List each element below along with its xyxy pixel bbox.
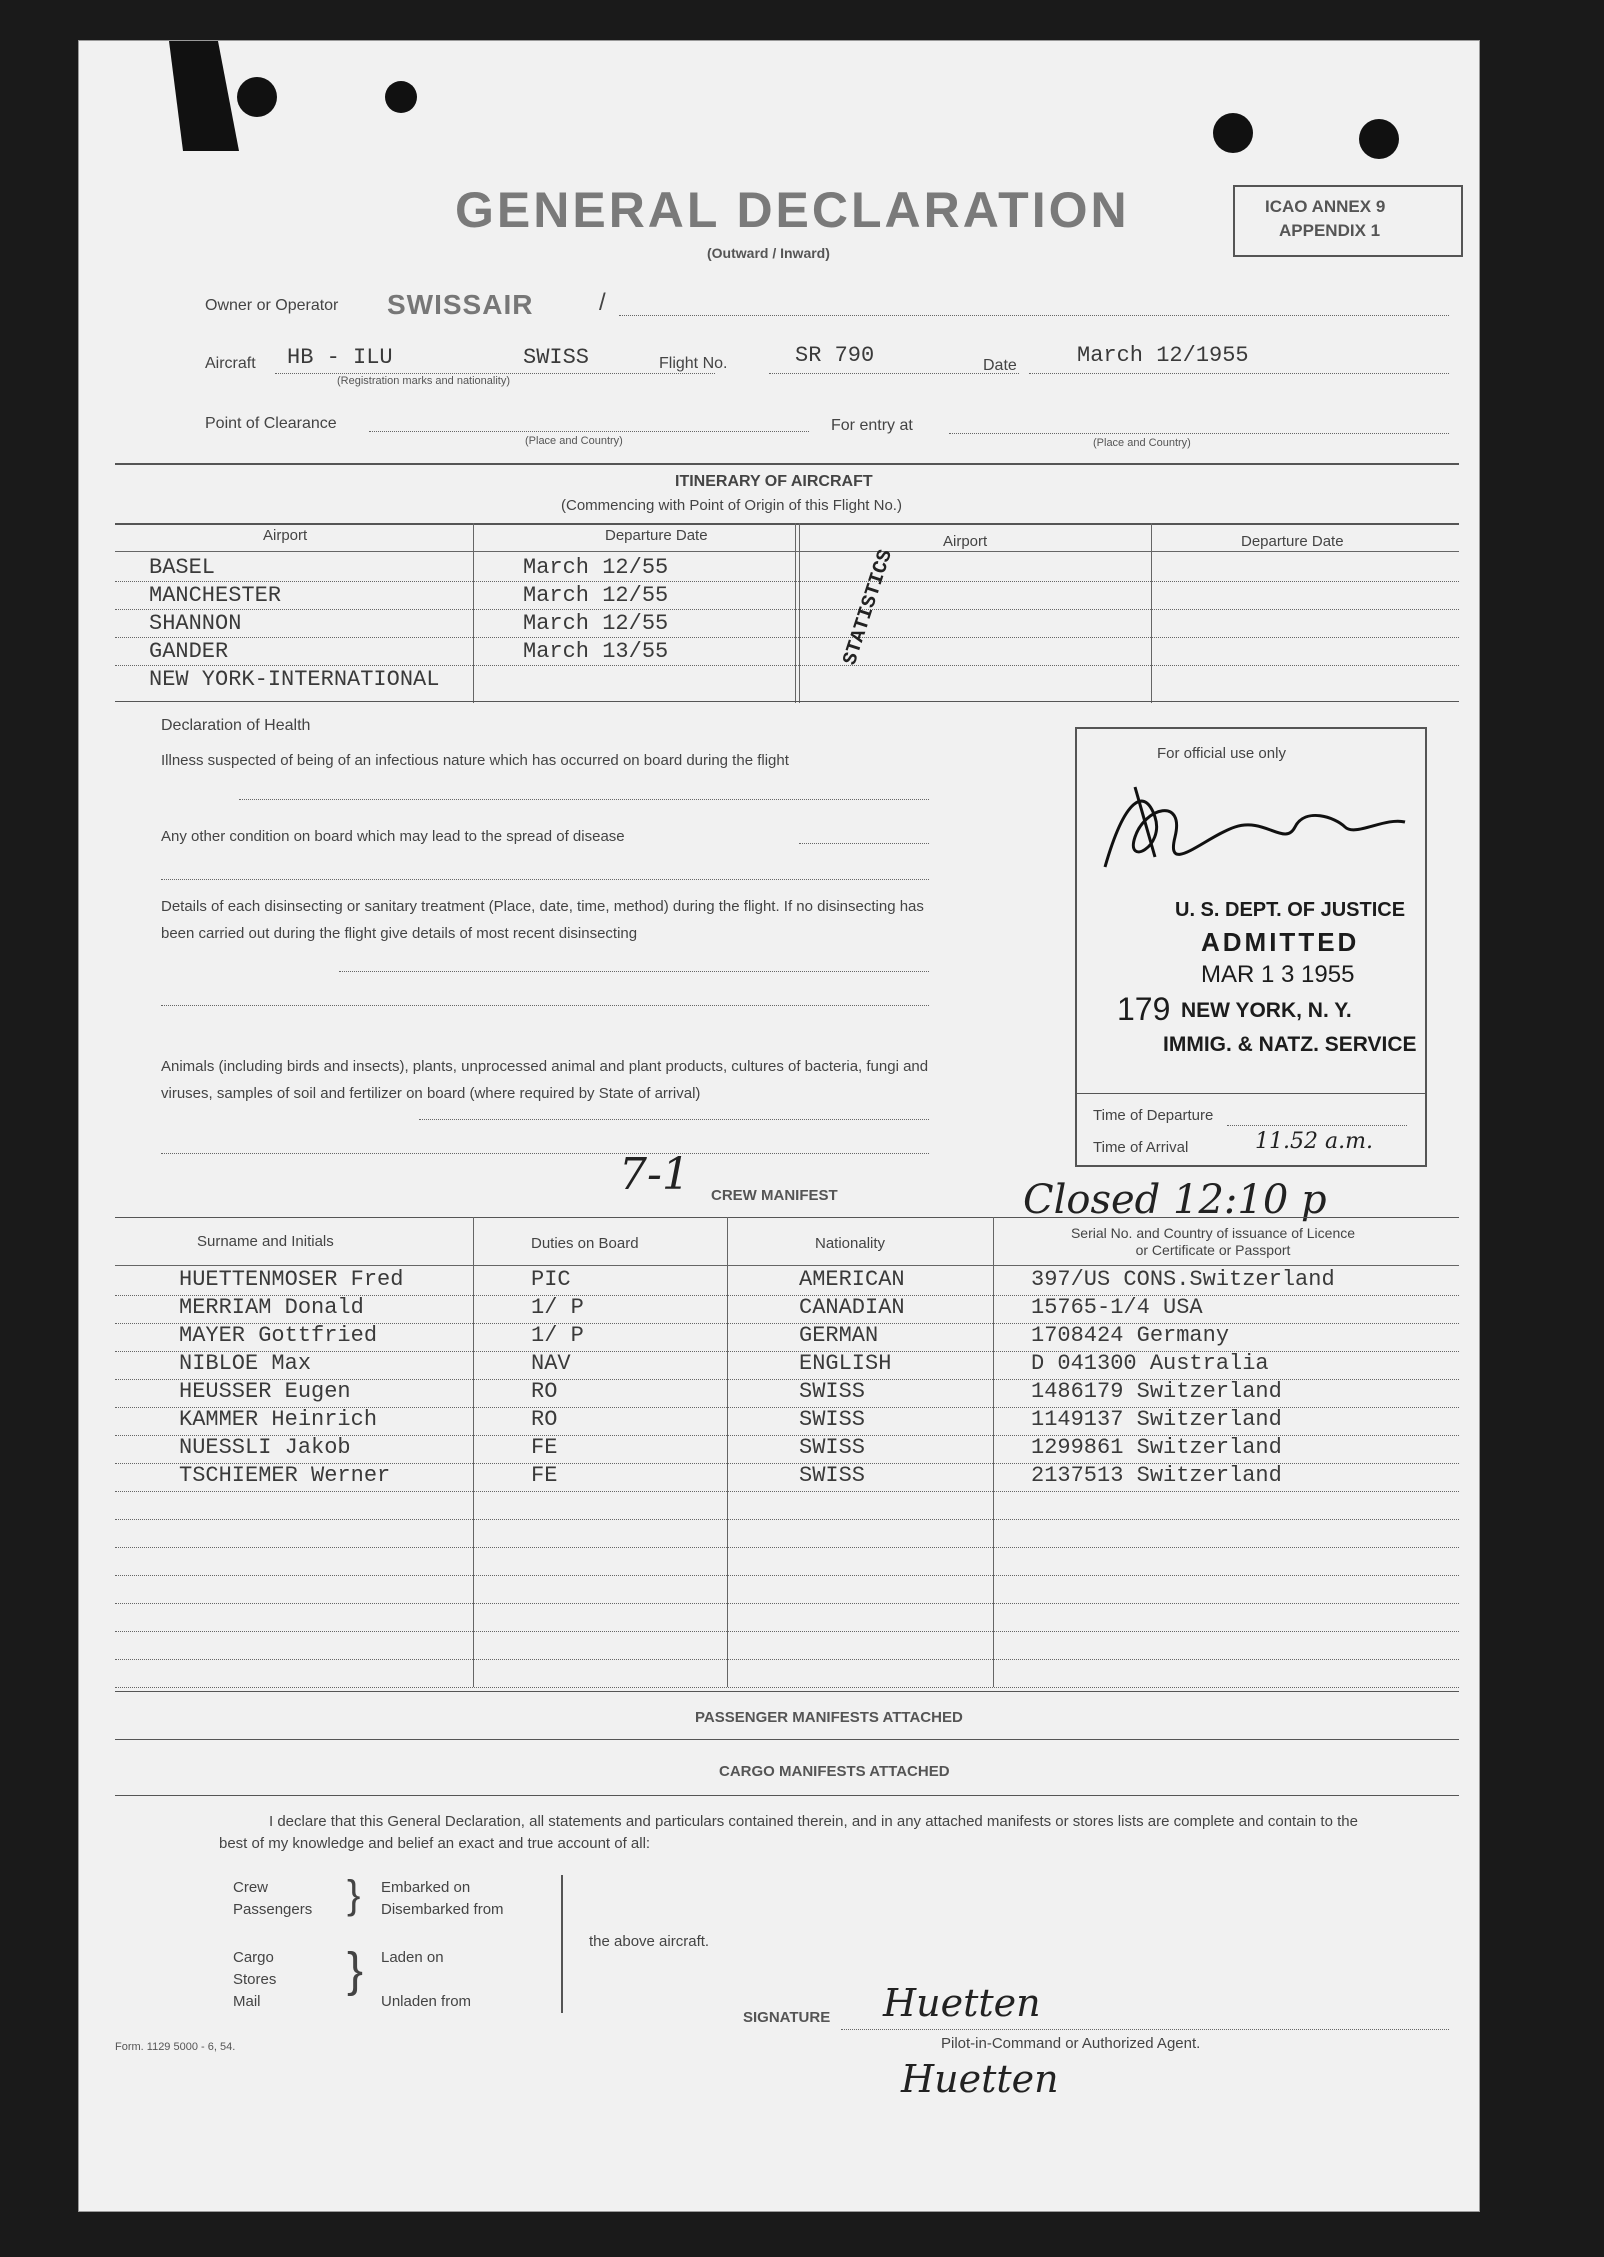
itinerary-header-airport2: Airport [943,533,988,550]
crew-nationality: CANADIAN [799,1295,905,1320]
date-label: Date [983,357,1017,374]
itinerary-top-line [115,523,1459,525]
health-line [161,879,929,880]
clearance-line [369,431,809,432]
decl-cargo: Cargo [233,1949,274,1966]
itinerary-header-date: Departure Date [605,527,708,544]
crew-row-line [115,1575,1459,1576]
decl-stores: Stores [233,1971,277,1988]
punch-hole [237,77,277,117]
itinerary-subtitle: (Commencing with Point of Origin of this Flight No.) [561,497,902,514]
entry-label: For entry at [831,417,913,434]
signature-caption: Pilot-in-Command or Authorized Agent. [941,2035,1201,2052]
itinerary-row-line [115,581,1459,582]
itinerary-airport: BASEL [149,555,216,580]
crew-row-line [115,1659,1459,1660]
itinerary-header-airport: Airport [263,527,308,544]
crew-header-duty: Duties on Board [531,1235,639,1252]
crew-serial: 397/US CONS.Switzerland [1031,1267,1335,1292]
stamp-line3: MAR 1 3 1955 [1201,961,1355,988]
decl-mail: Mail [233,1993,261,2010]
crew-serial: 1708424 Germany [1031,1323,1230,1348]
entry-line [949,433,1449,434]
crew-nationality: SWISS [799,1435,866,1460]
stamp-line1: U. S. DEPT. OF JUSTICE [1175,899,1406,921]
itinerary-airport: GANDER [149,639,229,664]
decl-bracket [561,1875,563,2013]
health-line [799,843,929,844]
decl-laden: Laden on [381,1949,444,1966]
brace: } [347,1873,361,1917]
decl-crew: Crew [233,1879,269,1896]
aircraft-caption: (Registration marks and nationality) [337,375,511,387]
itinerary-col [473,523,474,703]
crew-duty: 1/ P [531,1323,584,1348]
itinerary-airport: MANCHESTER [149,583,282,608]
official-signature [1095,777,1415,887]
crew-nationality: SWISS [799,1379,866,1404]
form-title: GENERAL DECLARATION [455,182,1130,238]
flight-line [769,373,1019,374]
brace: } [347,1944,364,1997]
crew-top-line [115,1217,1459,1218]
document-page [78,40,1480,2212]
health-q1: Illness suspected of being of an infectious nature which has occurred on board during the flight [161,752,789,769]
health-line [419,1119,929,1120]
decl-passengers: Passengers [233,1901,313,1918]
crew-serial: 1486179 Switzerland [1031,1379,1282,1404]
corner-mark [169,41,239,151]
crew-duty: FE [531,1435,558,1460]
itinerary-row-line [115,637,1459,638]
signature-line [841,2029,1449,2030]
decl-above-aircraft: the above aircraft. [589,1933,710,1950]
crew-row-line [115,1687,1459,1688]
passenger-manifest: PASSENGER MANIFESTS ATTACHED [695,1709,963,1726]
crew-col [993,1217,994,1687]
crew-duty: RO [531,1379,558,1404]
signature-value-2: Huetten [901,2057,1059,2101]
official-divider [1077,1093,1425,1094]
flight-number: SR 790 [795,343,875,368]
crew-duty: 1/ P [531,1295,584,1320]
itinerary-header-date2: Departure Date [1241,533,1344,550]
crew-row-line [115,1547,1459,1548]
crew-name: NUESSLI Jakob [179,1435,351,1460]
departure-label: Time of Departure [1093,1107,1214,1124]
arrival-label: Time of Arrival [1093,1139,1189,1156]
crew-duty: NAV [531,1351,571,1376]
owner-slash: / [599,289,606,316]
crew-serial: 15765-1/4 USA [1031,1295,1203,1320]
crew-header-name: Surname and Initials [197,1233,334,1250]
stamp-line2: ADMITTED [1201,927,1360,957]
owner-line [619,315,1449,316]
decl-disembarked: Disembarked from [381,1901,504,1918]
annex-line2: APPENDIX 1 [1279,221,1381,240]
itinerary-airport: NEW YORK-INTERNATIONAL [149,667,440,692]
crew-duty: PIC [531,1267,571,1292]
health-line [161,1153,929,1154]
itinerary-title: ITINERARY OF AIRCRAFT [675,473,873,490]
health-q4: Animals (including birds and insects), plants, unprocessed animal and plant products, cultures of bacteria, fungi and viruses, samples of soil and fertilizer on board (where required by State of arrival) [161,1058,929,1102]
crew-row-line [115,1519,1459,1520]
itinerary-row-line [115,665,1459,666]
itinerary-date: March 12/55 [523,555,669,580]
crew-serial: 1299861 Switzerland [1031,1435,1282,1460]
crew-nationality: SWISS [799,1463,866,1488]
clearance-caption: (Place and Country) [525,435,623,447]
crew-name: HEUSSER Eugen [179,1379,351,1404]
official-use-box [1075,727,1427,1167]
crew-nationality: GERMAN [799,1323,879,1348]
punch-hole [1359,119,1399,159]
stamp-line4: NEW YORK, N. Y. [1181,999,1352,1022]
itinerary-col [1151,523,1152,703]
official-title: For official use only [1157,745,1286,762]
crew-duty: RO [531,1407,558,1432]
crew-name: MAYER Gottfried [179,1323,378,1348]
crew-name: NIBLOE Max [179,1351,312,1376]
signature-label: SIGNATURE [743,2009,831,2026]
crew-header-nationality: Nationality [815,1235,886,1252]
crew-col [473,1217,474,1687]
crew-name: HUETTENMOSER Fred [179,1267,404,1292]
owner-label: Owner or Operator [205,297,339,314]
crew-row-line [115,1603,1459,1604]
itinerary-header-line [115,551,1459,552]
crew-nationality: ENGLISH [799,1351,892,1376]
punch-hole [385,81,417,113]
crew-nationality: AMERICAN [799,1267,905,1292]
punch-hole [1213,113,1253,153]
handwritten-count: 7-1 [619,1149,690,1200]
passenger-line [115,1739,1459,1740]
form-number: Form. 1129 5000 - 6, 54. [115,2041,236,2053]
cargo-line [115,1795,1459,1796]
clearance-label: Point of Clearance [205,415,337,432]
itinerary-date: March 12/55 [523,611,669,636]
health-line [239,799,929,800]
crew-name: TSCHIEMER Werner [179,1463,391,1488]
entry-caption: (Place and Country) [1093,437,1191,449]
cargo-manifest: CARGO MANIFESTS ATTACHED [719,1763,950,1780]
statistics-stamp: STATISTICS [839,546,898,669]
divider [115,463,1459,465]
flight-label: Flight No. [659,355,728,372]
crew-header-serial: Serial No. and Country of issuance of Licence or Certificate or Passport [1070,1225,1356,1258]
itinerary-airport: SHANNON [149,611,242,636]
health-q3: Details of each disinsecting or sanitary treatment (Place, date, time, method) during the flight. If no disinsecting has been carried out during the flight give details of most recent disinsecting [161,898,924,942]
declaration-text: I declare that this General Declaration, all statements and particulars contained therein, and in any attached manifests or stores lists are complete and contain to the best of my knowledge and belief an exact and true account of all: [219,1813,1358,1852]
aircraft-label: Aircraft [205,355,256,372]
health-q2: Any other condition on board which may lead to the spread of disease [161,828,625,845]
annex-line1: ICAO ANNEX 9 [1265,197,1386,216]
crew-row-line [115,1631,1459,1632]
crew-header-line [115,1265,1459,1266]
crew-name: KAMMER Heinrich [179,1407,378,1432]
itinerary-date: March 12/55 [523,583,669,608]
form-subtitle: (Outward / Inward) [707,245,830,261]
itinerary-date: March 13/55 [523,639,669,664]
crew-nationality: SWISS [799,1407,866,1432]
crew-bottom-line [115,1691,1459,1692]
crew-row-line [115,1491,1459,1492]
itinerary-bottom-line [115,701,1459,702]
departure-line [1227,1125,1407,1126]
crew-title: CREW MANIFEST [711,1187,838,1204]
annex-box [1233,185,1463,257]
signature-value: Huetten [883,1981,1041,2025]
handwritten-closed: Closed 12:10 p [1023,1177,1327,1223]
owner-value: SWISSAIR [387,289,534,320]
aircraft-nationality: SWISS [523,345,590,370]
crew-name: MERRIAM Donald [179,1295,364,1320]
stamp-line5: IMMIG. & NATZ. SERVICE [1163,1033,1417,1056]
itinerary-row-line [115,609,1459,610]
health-line [339,971,929,972]
crew-serial: D 041300 Australia [1031,1351,1269,1376]
itinerary-col [799,523,800,703]
crew-serial: 1149137 Switzerland [1031,1407,1282,1432]
itinerary-col [795,523,796,703]
decl-embarked: Embarked on [381,1879,471,1896]
date-line [1029,373,1449,374]
stamp-number: 179 [1117,991,1171,1027]
crew-col [727,1217,728,1687]
flight-date: March 12/1955 [1077,343,1249,368]
aircraft-line [275,373,715,374]
arrival-value: 11.52 a.m. [1255,1129,1373,1154]
decl-unladen: Unladen from [381,1993,472,2010]
aircraft-registration: HB - ILU [287,345,393,370]
health-title: Declaration of Health [161,717,311,734]
crew-serial: 2137513 Switzerland [1031,1463,1282,1488]
crew-duty: FE [531,1463,558,1488]
health-line [161,1005,929,1006]
